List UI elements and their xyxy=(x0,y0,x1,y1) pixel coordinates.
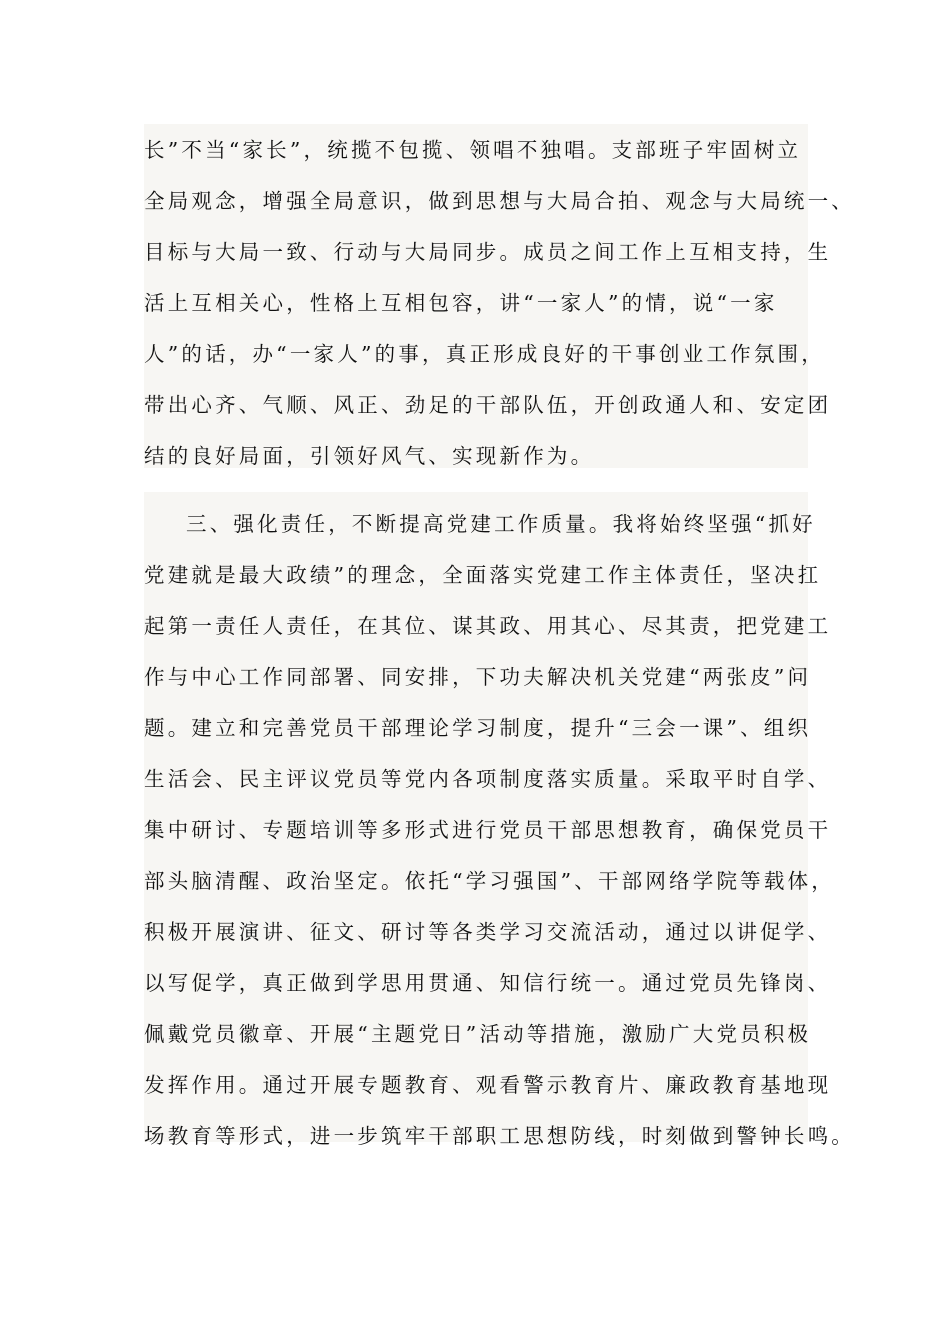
paragraph-section-three xyxy=(144,492,855,1148)
text-line: 场教育等形式，进一步筑牢干部职工思想防线，时刻做到警钟长鸣。 xyxy=(144,1124,855,1148)
text-line: 作与中心工作同部署、同安排，下功夫解决机关党建“两张皮”问 xyxy=(144,665,812,689)
text-line: 长”不当“家长”，统揽不包揽、领唱不独唱。支部班子牢固树立 xyxy=(144,138,802,162)
text-line: 目标与大局一致、行动与大局同步。成员之间工作上互相支持，生 xyxy=(144,240,832,264)
text-line: 佩戴党员徽章、开展“主题党日”活动等措施，激励广大党员积极 xyxy=(144,1022,812,1046)
text-line: 活上互相关心，性格上互相包容，讲“一家人”的情，说“一家 xyxy=(144,291,778,315)
text-line: 全局观念，增强全局意识，做到思想与大局合拍、观念与大局统一、 xyxy=(144,189,855,213)
text-line: 题。建立和完善党员干部理论学习制度，提升“三会一课”、组织 xyxy=(144,716,812,740)
text-line: 发挥作用。通过开展专题教育、观看警示教育片、廉政教育基地现 xyxy=(144,1073,832,1097)
text-line: 人”的话，办“一家人”的事，真正形成良好的干事创业工作氛围， xyxy=(144,342,825,366)
text-line: 积极开展演讲、征文、研讨等各类学习交流活动，通过以讲促学、 xyxy=(144,920,832,944)
paragraph-continued xyxy=(144,124,855,468)
text-line: 以写促学，真正做到学思用贯通、知信行统一。通过党员先锋岗、 xyxy=(144,971,832,995)
text-line: 党建就是最大政绩”的理念，全面落实党建工作主体责任，坚决扛 xyxy=(144,563,822,587)
text-line: 集中研讨、专题培训等多形式进行党员干部思想教育，确保党员干 xyxy=(144,818,832,842)
text-line: 部头脑清醒、政治坚定。依托“学习强国”、干部网络学院等载体， xyxy=(144,869,835,893)
text-line: 结的良好局面，引领好风气、实现新作为。 xyxy=(144,444,595,468)
text-line: 生活会、民主评议党员等党内各项制度落实质量。采取平时自学、 xyxy=(144,767,832,791)
text-line: 带出心齐、气顺、风正、劲足的干部队伍，开创政通人和、安定团 xyxy=(144,393,832,417)
section-heading-line: 三、强化责任，不断提高党建工作质量。我将始终坚强“抓好 xyxy=(186,512,816,536)
text-line: 起第一责任人责任，在其位、谋其政、用其心、尽其责，把党建工 xyxy=(144,614,832,638)
